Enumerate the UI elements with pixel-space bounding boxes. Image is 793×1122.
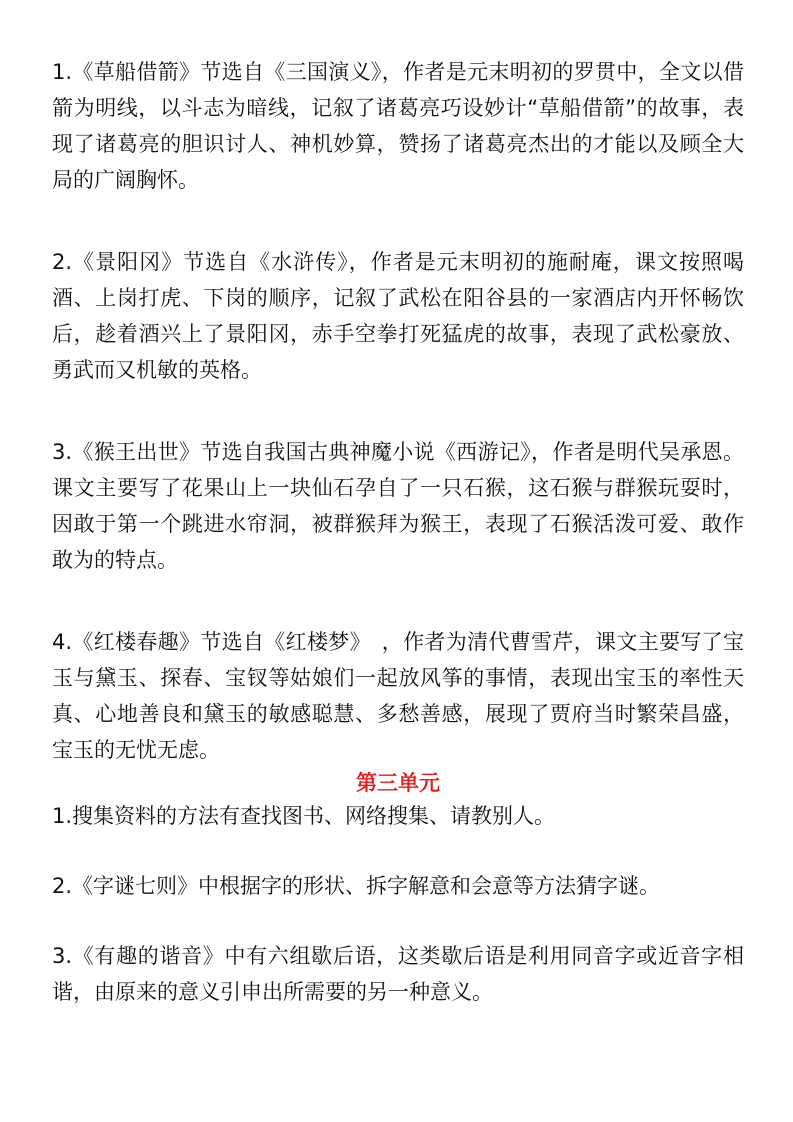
paragraph-1: 1.《草船借箭》节选自《三国演义》，作者是元末明初的罗贯中，全文以借箭为明线，以斗志为暗线，记叙了诸葛亮巧设妙计“草船借箭”的故事，表现了诸葛亮的胆识讨人、神机妙算，赞扬了诸葛亮杰出的才能以及顾全大局的广阔胸怀。: [52, 60, 744, 192]
paragraph-2: 2.《景阳冈》节选自《水浒传》，作者是元末明初的施耐庵，课文按照喝酒、上岗打虎、下岗的顺序，记叙了武松在阳谷县的一家酒店内开怀畅饮后，趁着酒兴上了景阳冈，赤手空拳打死猛虎的故事，表现了武松豪放、勇武而又机敏的英格。: [52, 250, 744, 382]
paragraph-3: 3.《猴王出世》节选自我国古典神魔小说《西游记》，作者是明代吴承恩。课文主要写了花果山上一块仙石孕自了一只石猴，这石猴与群猴玩耍时，因敢于第一个跳进水帘洞，被群猴拜为猴王，表现了石猴活泼可爱、敢作敢为的特点。: [52, 440, 744, 572]
section-item-2: 2.《字谜七则》中根据字的形状、拆字解意和会意等方法猜字谜。: [52, 874, 661, 898]
section-item-3: 3.《有趣的谐音》中有六组歇后语，这类歇后语是利用同音字或近音字相谐，由原来的意义引申出所需要的另一种意义。: [52, 944, 744, 1004]
paragraph-4: 4.《红楼春趣》节选自《红楼梦》 ，作者为清代曹雪芹，课文主要写了宝玉与黛玉、探春、宝钗等姑娘们一起放风筝的事情，表现出宝玉的率性天真、心地善良和黛玉的敏感聪慧、多愁善感，展现了贾府当时繁荣昌盛，宝玉的无忧无虑。: [52, 630, 744, 762]
section-item-1: 1.搜集资料的方法有查找图书、网络搜集、请教别人。: [52, 804, 556, 828]
document-page: [52, 54, 744, 1010]
section-title: 第三单元: [356, 771, 440, 795]
